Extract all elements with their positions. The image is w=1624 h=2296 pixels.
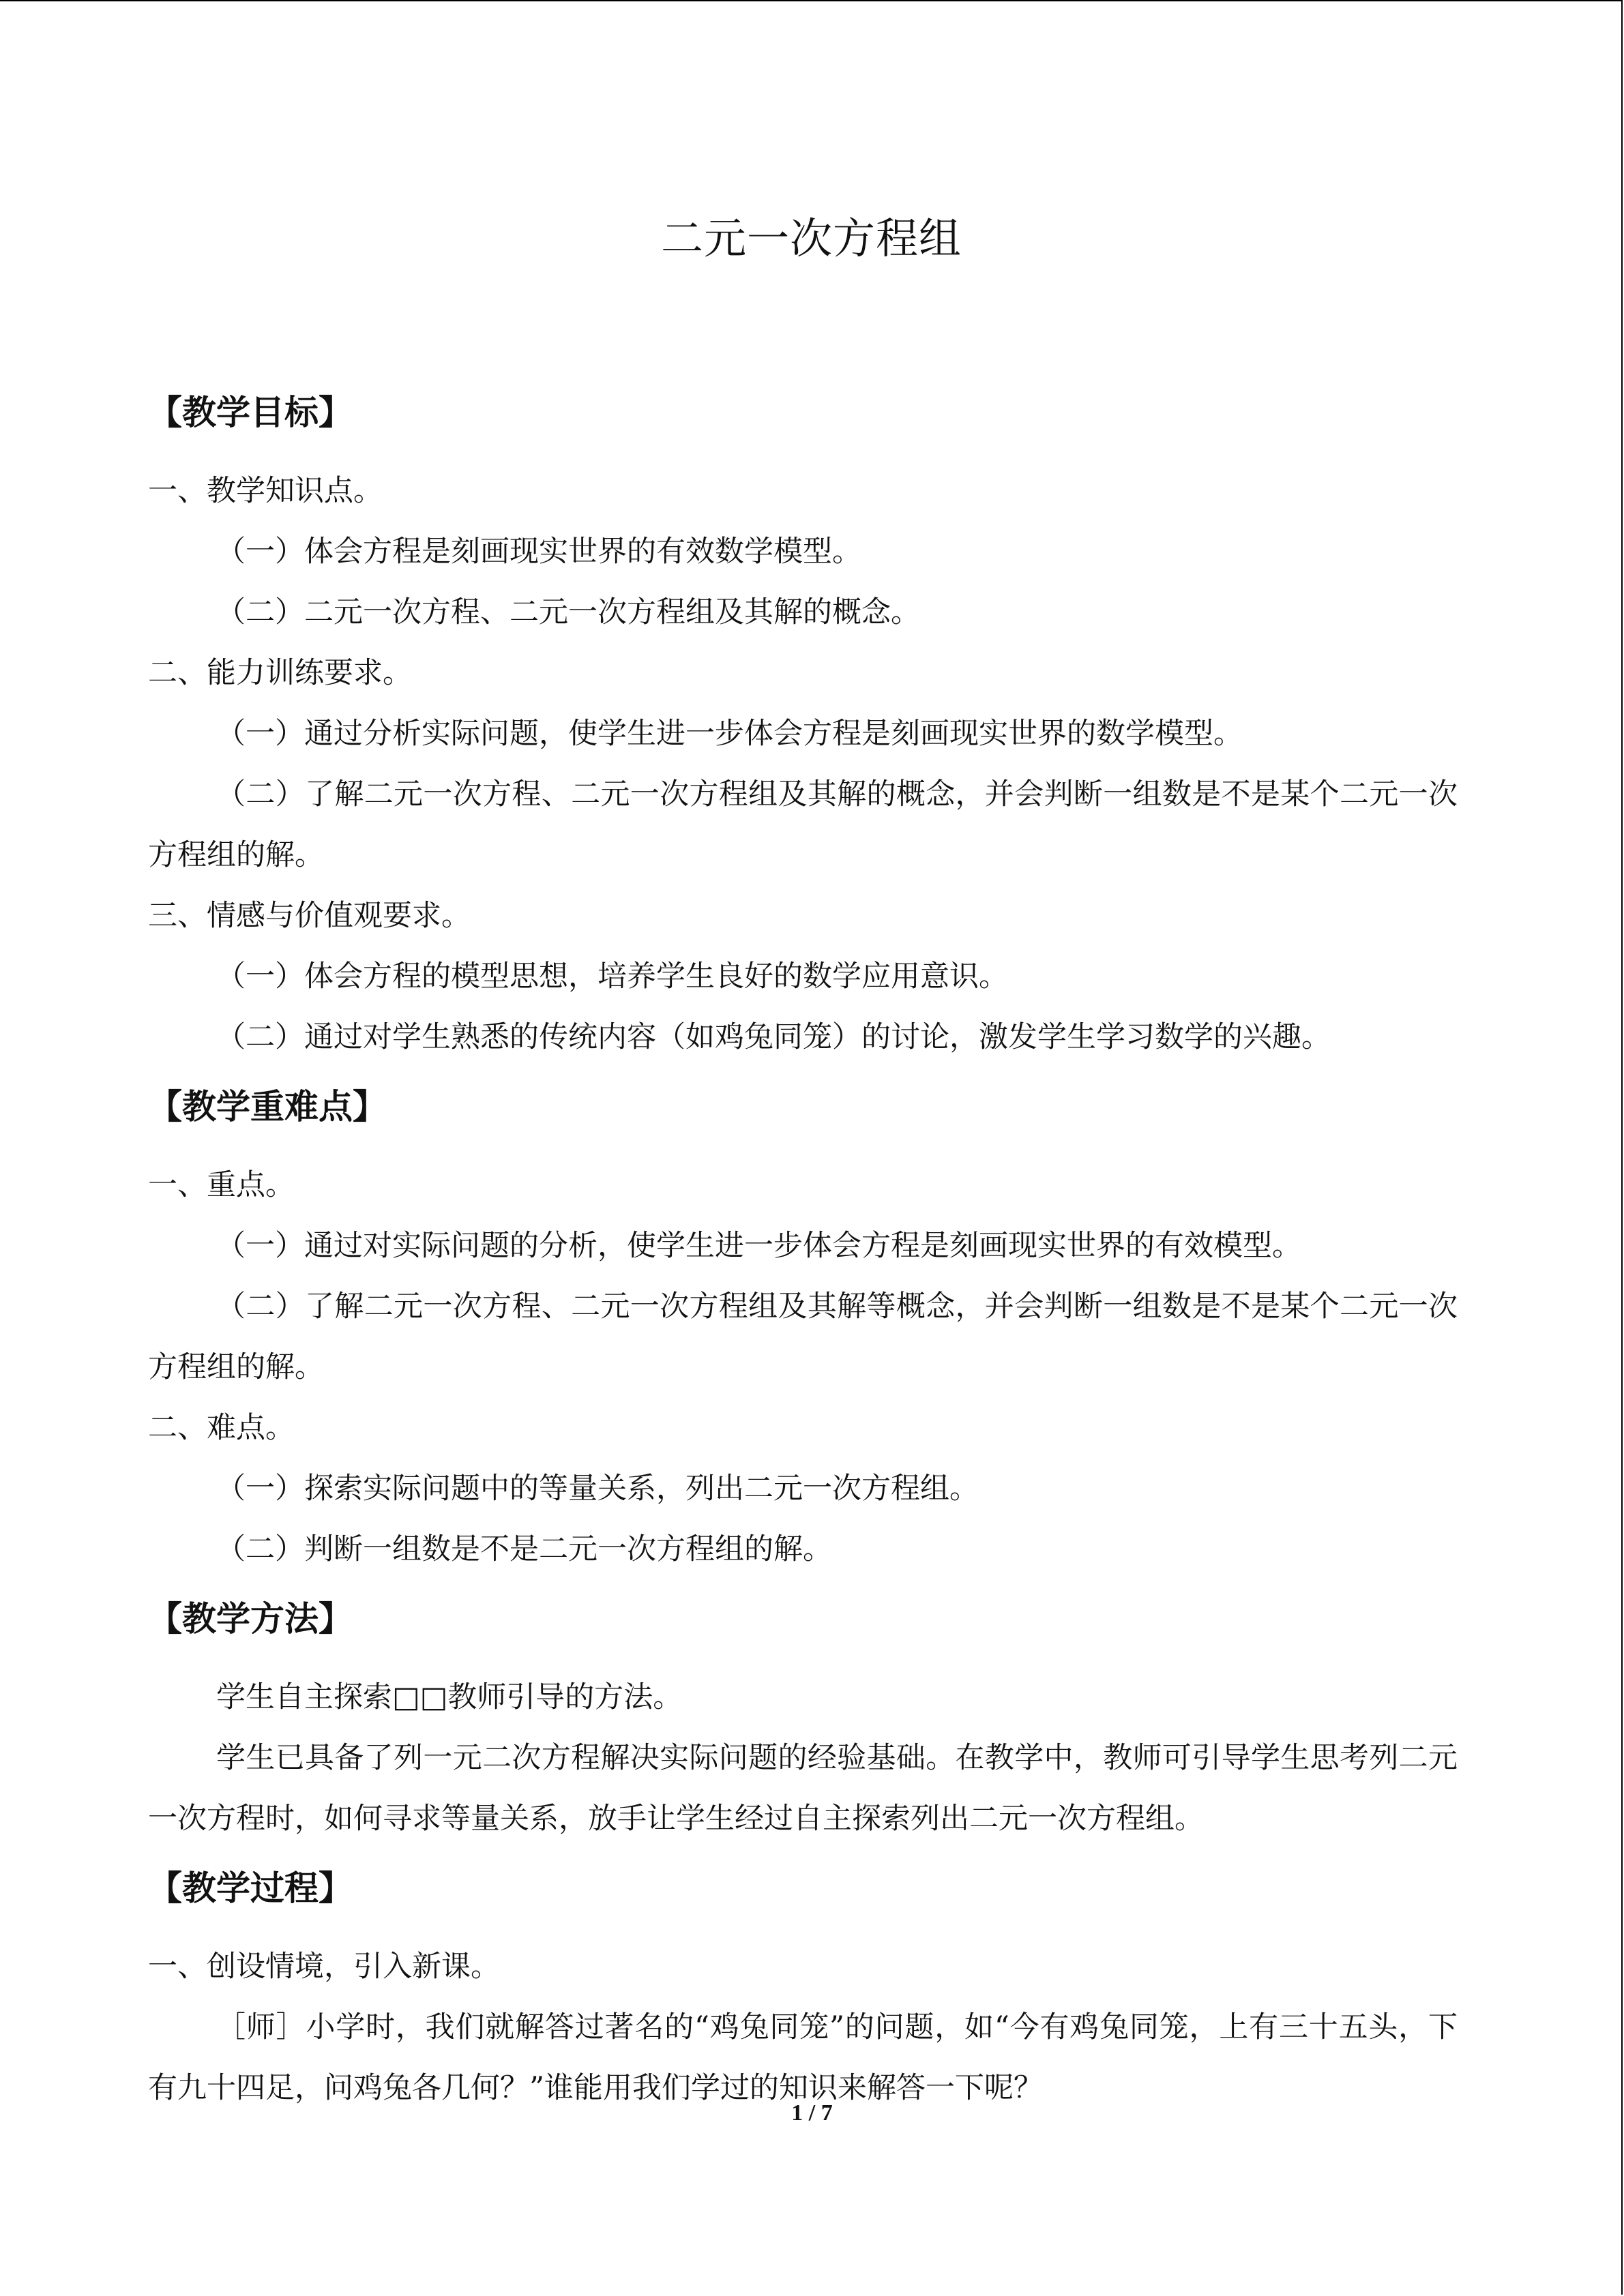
goals-item-3: 三、情感与价值观要求。 — [148, 899, 471, 933]
goals-item-3-2: （二）通过对学生熟悉的传统内容（如鸡兔同笼）的讨论，激发学生学习数学的兴趣。 — [216, 1020, 1331, 1054]
document-body — [148, 374, 1458, 2119]
goals-item-2-2: （二）了解二元一次方程、二元一次方程组及其解的概念，并会判断一组数是不是某个二元一次方程组的解。 — [148, 777, 1458, 872]
page-number: 1 / 7 — [791, 2100, 833, 2126]
key-points-item-1: 一、重点。 — [148, 1168, 295, 1202]
goals-item-1-2: （二）二元一次方程、二元一次方程组及其解的概念。 — [216, 595, 920, 629]
key-points-item-1-2: （二）了解二元一次方程、二元一次方程组及其解等概念，并会判断一组数是不是某个二元一次方程组的解。 — [148, 1289, 1458, 1384]
goals-item-1: 一、教学知识点。 — [148, 474, 383, 508]
process-item-1: 一、创设情境，引入新课。 — [148, 1950, 500, 1984]
process-item-2: ［师］小学时，我们就解答过著名的“鸡兔同笼”的问题，如“今有鸡兔同笼，上有三十五头，下有九十四足，问鸡兔各几何？”谁能用我们学过的知识来解答一下呢？ — [148, 2010, 1458, 2105]
goals-item-2: 二、能力训练要求。 — [148, 656, 412, 690]
document-title: 二元一次方程组 — [660, 213, 962, 263]
section-heading-goals: 【教学目标】 — [148, 393, 353, 432]
goals-item-2-1: （一）通过分析实际问题，使学生进一步体会方程是刻画现实世界的数学模型。 — [216, 717, 1243, 751]
key-points-item-1-1: （一）通过对实际问题的分析，使学生进一步体会方程是刻画现实世界的有效模型。 — [216, 1229, 1301, 1263]
key-points-item-2-1: （一）探索实际问题中的等量关系，列出二元一次方程组。 — [216, 1472, 979, 1506]
goals-item-1-1: （一）体会方程是刻画现实世界的有效数学模型。 — [216, 535, 861, 569]
methods-item-2: 学生已具备了列一元二次方程解决实际问题的经验基础。在教学中，教师可引导学生思考列二元一次方程时，如何寻求等量关系，放手让学生经过自主探索列出二元一次方程组。 — [148, 1741, 1458, 1836]
section-heading-methods: 【教学方法】 — [148, 1599, 353, 1639]
section-heading-process: 【教学过程】 — [148, 1868, 353, 1908]
key-points-item-2-2: （二）判断一组数是不是二元一次方程组的解。 — [216, 1532, 832, 1566]
section-heading-key-points: 【教学重难点】 — [148, 1087, 387, 1127]
key-points-item-2: 二、难点。 — [148, 1411, 295, 1445]
goals-item-3-1: （一）体会方程的模型思想，培养学生良好的数学应用意识。 — [216, 959, 1008, 994]
methods-item-1: 学生自主探索□□教师引导的方法。 — [216, 1680, 683, 1714]
